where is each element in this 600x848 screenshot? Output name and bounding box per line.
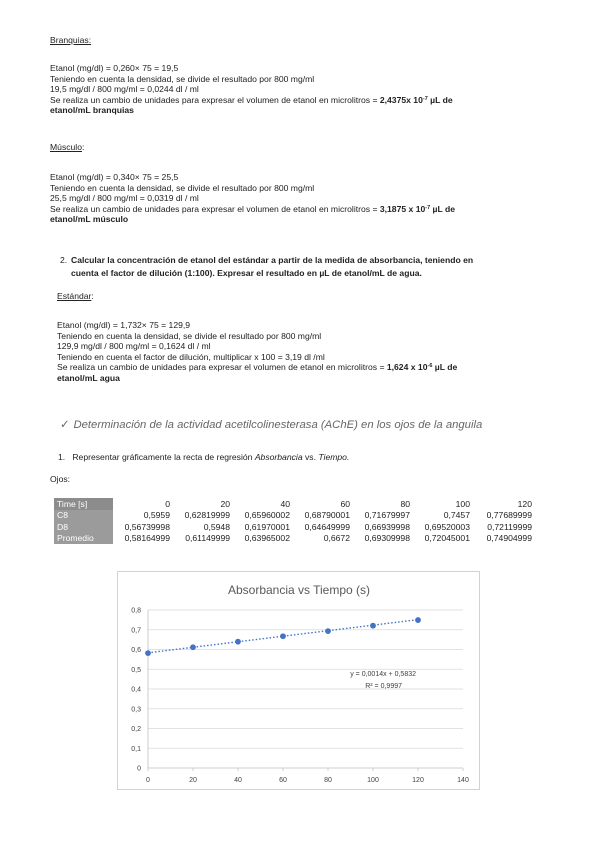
x-tick-label: 0 bbox=[146, 777, 150, 784]
estandar-line-4: Teniendo en cuenta el factor de dilución, multiplicar x 100 = 3,19 dl /ml bbox=[57, 351, 325, 362]
y-tick-label: 0,4 bbox=[131, 686, 141, 694]
table-cell: 0,5959 bbox=[143, 510, 170, 521]
branquias-line-4 bbox=[50, 95, 453, 106]
musculo-line-3: 25,5 mg/dl / 800 mg/ml = 0,0319 dl / ml bbox=[50, 193, 199, 204]
estandar-result-exponent: -6 bbox=[427, 363, 433, 370]
table-row-label: Promedio bbox=[54, 533, 113, 545]
table-cell: 0,68790001 bbox=[304, 510, 350, 521]
y-tick-label: 0,7 bbox=[131, 627, 141, 635]
musculo-heading-text: Músculo bbox=[50, 142, 82, 152]
x-tick-label: 100 bbox=[367, 777, 379, 784]
trendline-equation: y = 0,0014x + 0,5832 bbox=[350, 671, 416, 678]
table-header-cell: 60 bbox=[340, 498, 350, 509]
data-point bbox=[370, 623, 376, 629]
musculo-result-value: 3,1875 x 10 bbox=[379, 203, 426, 214]
table-cell: 0,66939998 bbox=[364, 521, 410, 532]
table-cell: 0,61149999 bbox=[185, 533, 230, 544]
data-point bbox=[235, 639, 241, 645]
estandar-heading bbox=[57, 291, 94, 302]
table-cell: 0,62819999 bbox=[184, 510, 230, 521]
musculo-heading-colon: : bbox=[82, 142, 85, 152]
y-tick-label: 0,8 bbox=[131, 607, 141, 615]
data-point bbox=[415, 617, 421, 623]
musculo-result-unit: µL de bbox=[430, 203, 456, 214]
table-cell: 0,61970001 bbox=[244, 521, 290, 532]
table-cell: 0,64649999 bbox=[304, 521, 350, 532]
musculo-result bbox=[380, 204, 455, 214]
table-row bbox=[54, 533, 534, 545]
table-cell: 0,72119999 bbox=[487, 521, 532, 532]
musculo-block bbox=[50, 172, 455, 225]
x-tick-label: 80 bbox=[324, 777, 332, 784]
table-header-cell: 40 bbox=[280, 498, 290, 509]
x-tick-label: 20 bbox=[189, 777, 197, 784]
question-2-line-2: cuenta el factor de dilución (1:100). Expresar el resultado en µL de etanol/mL de agua. bbox=[71, 267, 422, 278]
table-cell: 0,6672 bbox=[323, 533, 350, 544]
section-heading bbox=[60, 420, 482, 431]
estandar-heading-colon: : bbox=[91, 291, 94, 301]
estandar-result-unit: µL de bbox=[432, 362, 458, 373]
musculo-line-5: etanol/mL músculo bbox=[50, 214, 129, 225]
musculo-line-4-text: Se realiza un cambio de unidades para expresar el volumen de etanol en microlitros = bbox=[50, 203, 380, 214]
x-tick-label: 60 bbox=[279, 777, 287, 784]
table-header-cell: 0 bbox=[165, 498, 170, 509]
estandar-line-3: 129,9 mg/dl / 800 mg/ml = 0,1624 dl / ml bbox=[57, 341, 211, 352]
data-point bbox=[325, 628, 331, 634]
table-cell: 0,72045001 bbox=[424, 533, 470, 544]
table-row-label: D8 bbox=[54, 521, 113, 533]
y-tick-label: 0,5 bbox=[131, 666, 141, 674]
table-header-cell: 100 bbox=[455, 498, 470, 509]
x-tick-label: 140 bbox=[457, 777, 469, 784]
table-cell: 0,5948 bbox=[203, 521, 230, 532]
data-table bbox=[54, 498, 534, 544]
table-row-label: C8 bbox=[54, 510, 113, 522]
question-2-number: 2. bbox=[60, 255, 68, 265]
estandar-line-2: Teniendo en cuenta la densidad, se divide el resultado por 800 mg/ml bbox=[57, 330, 322, 341]
table-cell: 0,65960002 bbox=[244, 510, 290, 521]
chart-container bbox=[117, 571, 480, 790]
table-header-cell: Time [s] bbox=[54, 498, 113, 510]
table-row bbox=[54, 521, 534, 533]
musculo-line-4 bbox=[50, 204, 455, 215]
table-cell: 0,56739998 bbox=[124, 521, 170, 532]
data-point bbox=[280, 633, 286, 639]
estandar-line-6: etanol/mL agua bbox=[57, 372, 120, 383]
data-point bbox=[145, 650, 151, 656]
branquias-line-5: etanol/mL branquias bbox=[50, 105, 134, 116]
musculo-line-1: Etanol (mg/dl) = 0,340× 75 = 25,5 bbox=[50, 172, 179, 182]
table-cell: 0,69520003 bbox=[424, 521, 470, 532]
x-tick-label: 40 bbox=[234, 777, 242, 784]
y-tick-label: 0,3 bbox=[131, 706, 141, 714]
item-1-italic-tiempo: Tiempo. bbox=[318, 452, 350, 462]
branquias-block bbox=[50, 63, 453, 116]
item-1 bbox=[58, 452, 349, 463]
table-cell: 0,77689999 bbox=[486, 510, 532, 521]
item-1-italic-absorbancia: Absorbancia bbox=[254, 452, 303, 462]
estandar-line-1: Etanol (mg/dl) = 1,732× 75 = 129,9 bbox=[57, 320, 191, 330]
branquias-line-1: Etanol (mg/dl) = 0,260× 75 = 19,5 bbox=[50, 63, 179, 73]
estandar-result bbox=[387, 362, 457, 372]
data-point bbox=[190, 644, 196, 650]
y-tick-label: 0,1 bbox=[131, 745, 141, 753]
y-tick-label: 0,6 bbox=[131, 647, 141, 654]
estandar-line-5 bbox=[57, 362, 457, 373]
estandar-heading-text: Estándar bbox=[57, 291, 92, 301]
y-tick-label: 0 bbox=[137, 765, 141, 773]
checkmark-icon: ✓ bbox=[60, 419, 70, 431]
question-2-text bbox=[71, 255, 551, 278]
section-title: Determinación de la actividad acetilcolinesterasa (AChE) en los ojos de la anguila bbox=[73, 419, 483, 431]
estandar-line-5-text: Se realiza un cambio de unidades para expresar el volumen de etanol en microlitros = bbox=[57, 362, 387, 373]
table-cell: 0,58164999 bbox=[124, 533, 170, 544]
branquias-line-4-text: Se realiza un cambio de unidades para expresar el volumen de etanol en microlitros = bbox=[50, 94, 380, 105]
estandar-block bbox=[57, 320, 457, 384]
table-cell: 0,71679997 bbox=[364, 510, 410, 521]
musculo-heading bbox=[50, 142, 84, 153]
table-row bbox=[54, 510, 534, 522]
scatter-chart bbox=[118, 572, 481, 791]
table-cell: 0,63965002 bbox=[244, 533, 290, 544]
item-1-number: 1. bbox=[58, 452, 66, 462]
table-header-cell: 20 bbox=[220, 498, 230, 509]
musculo-result-exponent: -7 bbox=[425, 204, 431, 211]
question-2-line-1: Calcular la concentración de etanol del estándar a partir de la medida de absorbancia, teniendo en bbox=[71, 255, 474, 265]
branquias-line-3: 19,5 mg/dl / 800 mg/ml = 0,0244 dl / ml bbox=[50, 84, 199, 95]
ojos-label: Ojos: bbox=[50, 474, 71, 484]
table-header-cell: 80 bbox=[400, 498, 410, 509]
x-tick-label: 120 bbox=[412, 777, 424, 784]
y-tick-label: 0,2 bbox=[131, 726, 141, 733]
table-cell: 0,74904999 bbox=[486, 533, 532, 544]
table-header-cell: 120 bbox=[517, 498, 532, 509]
table-header-row bbox=[54, 498, 534, 510]
table-cell: 0,69309998 bbox=[364, 533, 410, 544]
estandar-result-value: 1,624 x 10 bbox=[386, 362, 428, 373]
item-1-vs: vs. bbox=[302, 452, 319, 462]
item-1-text: Representar gráficamente la recta de regresión bbox=[72, 452, 255, 462]
chart-title: Absorbancia vs Tiempo (s) bbox=[227, 583, 371, 597]
branquias-line-2: Teniendo en cuenta la densidad, se divide el resultado por 800 mg/ml bbox=[50, 73, 315, 84]
branquias-result-exponent: -7 bbox=[422, 95, 428, 102]
branquias-result bbox=[380, 95, 453, 105]
branquias-result-value: 2,4375x 10 bbox=[379, 94, 423, 105]
branquias-heading: Branquias: bbox=[50, 35, 92, 45]
table-cell: 0,7457 bbox=[443, 510, 470, 521]
r-squared-label: R² = 0,9997 bbox=[365, 683, 402, 690]
branquias-result-unit: µL de bbox=[427, 94, 453, 105]
musculo-line-2: Teniendo en cuenta la densidad, se divide el resultado por 800 mg/ml bbox=[50, 182, 315, 193]
